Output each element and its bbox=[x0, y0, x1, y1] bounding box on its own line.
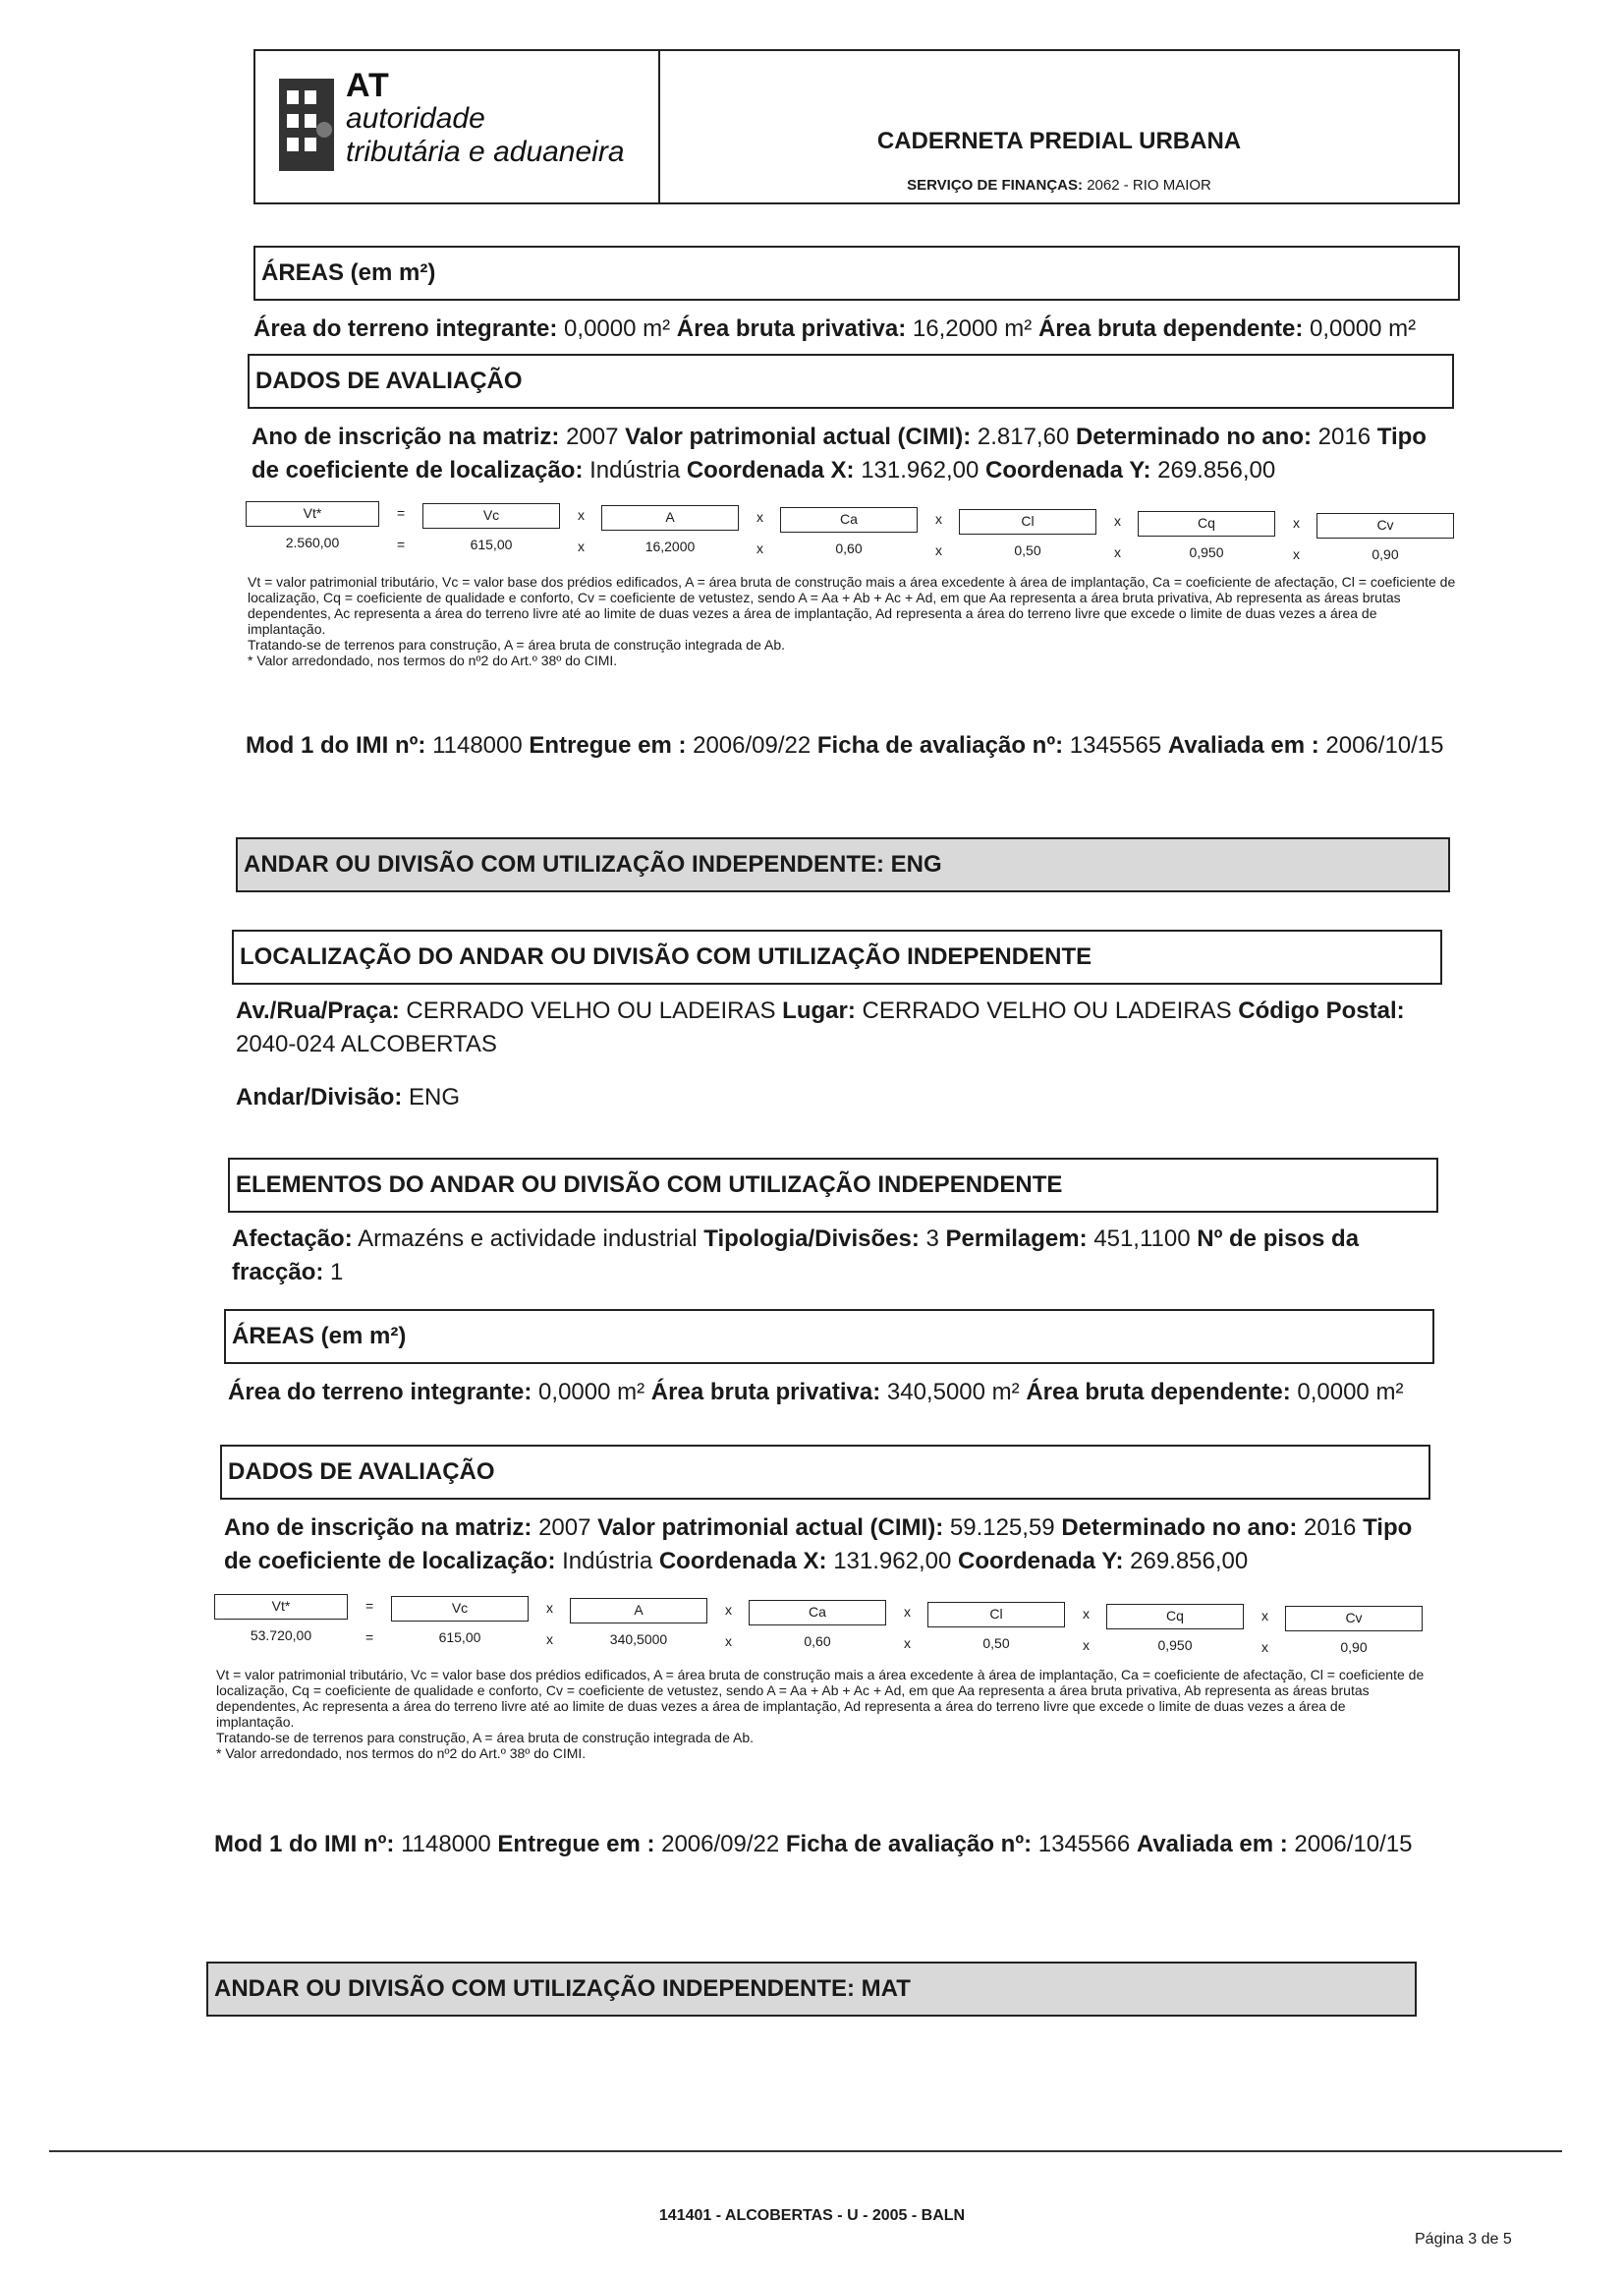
value: 131.962,00 bbox=[826, 1548, 958, 1574]
label: Entregue em : bbox=[529, 732, 687, 759]
value: 1148000 bbox=[394, 1831, 498, 1857]
label: Determinado no ano: bbox=[1075, 424, 1312, 450]
formula-value-vc: 615,00 bbox=[470, 537, 513, 552]
formula-times: x bbox=[1261, 1608, 1268, 1623]
label: Mod 1 do IMI nº: bbox=[246, 732, 426, 759]
service-value: 2062 - RIO MAIOR bbox=[1087, 177, 1211, 194]
label: Área do terreno integrante: bbox=[228, 1379, 532, 1405]
label: Área bruta dependente: bbox=[1037, 315, 1304, 342]
value: 269.856,00 bbox=[1150, 457, 1276, 484]
formula-times: x bbox=[1293, 515, 1300, 531]
value: 2006/09/22 bbox=[654, 1831, 786, 1857]
note-rounding: * Valor arredondado, nos termos do nº2 do Art.º 38º do CIMI. bbox=[248, 653, 618, 668]
value: 1 bbox=[323, 1259, 344, 1285]
formula-label-cq: Cq bbox=[1106, 1604, 1244, 1629]
valuation-section-header: DADOS DE AVALIAÇÃO bbox=[220, 1445, 1430, 1500]
value: CERRADO VELHO OU LADEIRAS bbox=[399, 997, 783, 1024]
value: 269.856,00 bbox=[1123, 1548, 1249, 1574]
formula-times: x bbox=[725, 1602, 732, 1618]
formula-label-cv: Cv bbox=[1316, 513, 1454, 539]
value: 451,1100 bbox=[1087, 1225, 1198, 1252]
formula-times: x bbox=[1114, 544, 1121, 560]
formula-times: x bbox=[1114, 513, 1121, 529]
page-number: Página 3 de 5 bbox=[1415, 2231, 1512, 2248]
label: Permilagem: bbox=[945, 1225, 1088, 1252]
logo-text-line1: autoridade bbox=[346, 102, 485, 135]
label: Avaliada em : bbox=[1167, 732, 1319, 759]
value: 0,0000 m² bbox=[532, 1379, 651, 1405]
formula-label-ca: Ca bbox=[749, 1600, 886, 1625]
label: Ano de inscrição na matriz: bbox=[224, 1514, 532, 1541]
label: Coordenada Y: bbox=[957, 1548, 1124, 1574]
mod-imi-text bbox=[246, 725, 1454, 767]
label: Área do terreno integrante: bbox=[253, 315, 558, 342]
formula-value-a: 340,5000 bbox=[609, 1631, 668, 1647]
formula-times: x bbox=[756, 541, 763, 556]
formula-times: x bbox=[546, 1631, 553, 1647]
value: ENG bbox=[402, 1084, 461, 1111]
label: Código Postal: bbox=[1238, 997, 1405, 1024]
formula-label-cv: Cv bbox=[1285, 1606, 1423, 1631]
formula-label-vt: Vt* bbox=[246, 501, 379, 527]
formula-times: x bbox=[756, 509, 763, 525]
label: Tipologia/Divisões: bbox=[703, 1225, 920, 1252]
label: Valor patrimonial actual (CIMI): bbox=[597, 1514, 944, 1541]
label: Área bruta privativa: bbox=[650, 1379, 881, 1405]
formula-value-vc: 615,00 bbox=[438, 1629, 481, 1645]
formula-times: x bbox=[904, 1604, 911, 1620]
label: Nº de pisos da fracção: bbox=[232, 1225, 1360, 1285]
formula-label-cl: Cl bbox=[927, 1602, 1065, 1627]
andar-mat-header: ANDAR OU DIVISÃO COM UTILIZAÇÃO INDEPENDENTE: MAT bbox=[206, 1962, 1417, 2017]
formula-label-cq: Cq bbox=[1138, 511, 1275, 537]
portuguese-shield-icon bbox=[275, 71, 338, 179]
valuation-text bbox=[252, 421, 1458, 487]
elements-text bbox=[232, 1223, 1438, 1289]
formula-times: x bbox=[1083, 1637, 1090, 1653]
label: Tipo de coeficiente de localização: bbox=[224, 1514, 1413, 1574]
formula-notes bbox=[248, 574, 1458, 668]
formula-label-ca: Ca bbox=[780, 507, 918, 533]
value: CERRADO VELHO OU LADEIRAS bbox=[855, 997, 1239, 1024]
value: 1148000 bbox=[425, 732, 530, 759]
formula-value-ca: 0,60 bbox=[804, 1633, 831, 1649]
document-title: CADERNETA PREDIAL URBANA bbox=[876, 128, 1242, 154]
elements-section-header: ELEMENTOS DO ANDAR OU DIVISÃO COM UTILIZAÇÃO INDEPENDENTE bbox=[228, 1158, 1438, 1213]
label: Andar/Divisão: bbox=[236, 1084, 403, 1111]
label: Lugar: bbox=[782, 997, 856, 1024]
label: Coordenada X: bbox=[658, 1548, 827, 1574]
formula-value-cl: 0,50 bbox=[982, 1635, 1010, 1651]
note-rounding: * Valor arredondado, nos termos do nº2 do Art.º 38º do CIMI. bbox=[216, 1745, 587, 1761]
formula-label-vt: Vt* bbox=[214, 1594, 348, 1620]
valuation-section-header: DADOS DE AVALIAÇÃO bbox=[248, 354, 1454, 409]
formula-value-cv: 0,90 bbox=[1340, 1639, 1368, 1655]
areas-text bbox=[253, 313, 1460, 346]
value: 59.125,59 bbox=[943, 1514, 1062, 1541]
formula-label-vc: Vc bbox=[422, 503, 560, 529]
value: 0,0000 m² bbox=[557, 315, 677, 342]
areas-section-header: ÁREAS (em m²) bbox=[253, 246, 1460, 301]
areas-section-header: ÁREAS (em m²) bbox=[224, 1309, 1434, 1364]
label: Valor patrimonial actual (CIMI): bbox=[625, 424, 972, 450]
service-office bbox=[660, 177, 1458, 194]
valuation-text bbox=[224, 1511, 1430, 1578]
logo-abbreviation: AT bbox=[346, 67, 390, 104]
value: 2040-024 ALCOBERTAS bbox=[236, 1031, 497, 1057]
formula-label-cl: Cl bbox=[959, 509, 1096, 535]
footer-divider bbox=[49, 2150, 1562, 2152]
formula-value-vt: 2.560,00 bbox=[285, 535, 340, 550]
areas-text bbox=[228, 1376, 1434, 1409]
formula-value-cl: 0,50 bbox=[1014, 542, 1041, 558]
value: 2016 bbox=[1297, 1514, 1364, 1541]
formula-label-vc: Vc bbox=[391, 1596, 529, 1622]
formula-value-cv: 0,90 bbox=[1372, 546, 1399, 562]
label: Área bruta dependente: bbox=[1026, 1379, 1291, 1405]
label: Ano de inscrição na matriz: bbox=[252, 424, 560, 450]
formula-times: x bbox=[904, 1635, 911, 1651]
label: Avaliada em : bbox=[1136, 1831, 1288, 1857]
label: Afectação: bbox=[232, 1225, 353, 1252]
formula-equals: = bbox=[365, 1598, 374, 1614]
service-label: SERVIÇO DE FINANÇAS: bbox=[907, 177, 1084, 194]
label: Av./Rua/Praça: bbox=[236, 997, 400, 1024]
formula-value-cq: 0,950 bbox=[1157, 1637, 1193, 1653]
formula-label-a: A bbox=[601, 505, 739, 531]
logo-text-line2: tributária e aduaneira bbox=[346, 136, 625, 168]
note-terrenos: Tratando-se de terrenos para construção, A = área bruta de construção integrada de Ab. bbox=[248, 637, 785, 653]
value: 16,2000 m² bbox=[906, 315, 1038, 342]
formula-times: x bbox=[1293, 546, 1300, 562]
value: 3 bbox=[919, 1225, 946, 1252]
label: Tipo de coeficiente de localização: bbox=[252, 424, 1427, 484]
value: 2006/09/22 bbox=[686, 732, 817, 759]
formula-times: x bbox=[578, 539, 585, 554]
value: 2007 bbox=[532, 1514, 598, 1541]
label: Ficha de avaliação nº: bbox=[785, 1831, 1033, 1857]
mod-imi-text bbox=[214, 1824, 1427, 1865]
formula-times: x bbox=[935, 511, 942, 527]
note-terrenos: Tratando-se de terrenos para construção, A = área bruta de construção integrada de Ab. bbox=[216, 1730, 754, 1745]
formula-equals: = bbox=[397, 505, 406, 521]
formula-value-cq: 0,950 bbox=[1189, 544, 1224, 560]
formula-value-vt: 53.720,00 bbox=[250, 1627, 312, 1643]
label: Coordenada X: bbox=[686, 457, 855, 484]
formula-equals: = bbox=[365, 1629, 374, 1645]
label: Entregue em : bbox=[497, 1831, 655, 1857]
value: 2007 bbox=[559, 424, 626, 450]
formula-times: x bbox=[1261, 1639, 1268, 1655]
note-definitions: Vt = valor patrimonial tributário, Vc = valor base dos prédios edificados, A = área bruta de construção mais a área excedente à área de implantação, Ca = coeficiente de afectação, Cl = coeficiente de localização, Cq = coeficiente de qualidade e conforto, Cv = coeficiente de vetustez, sendo A = Aa + Ab + Ac + Ad, em que Aa representa a área bruta privativa, Ab representa as áreas brutas dependentes, Ac representa a área do terreno livre até ao limite de duas vezes a área de implantação, Ad representa a área do terreno livre que excede o limite de duas vezes a área de implantação. bbox=[216, 1667, 1425, 1730]
value: Indústria bbox=[555, 1548, 659, 1574]
note-definitions: Vt = valor patrimonial tributário, Vc = valor base dos prédios edificados, A = área bruta de construção mais a área excedente à área de implantação, Ca = coeficiente de afectação, Cl = coeficiente de localização, Cq = coeficiente de qualidade e conforto, Cv = coeficiente de vetustez, sendo A = Aa + Ab + Ac + Ad, em que Aa representa a área bruta privativa, Ab representa as áreas brutas dependentes, Ac representa a área do terreno livre até ao limite de duas vezes a área de implantação, Ad representa a área do terreno livre que excede o limite de duas vezes a área de implantação. bbox=[248, 574, 1456, 637]
label: Ficha de avaliação nº: bbox=[816, 732, 1064, 759]
formula-label-a: A bbox=[570, 1598, 707, 1623]
location-section-header: LOCALIZAÇÃO DO ANDAR OU DIVISÃO COM UTILIZAÇÃO INDEPENDENTE bbox=[232, 930, 1442, 985]
value: Armazéns e actividade industrial bbox=[352, 1225, 704, 1252]
formula-times: x bbox=[578, 507, 585, 523]
value: 0,0000 m² bbox=[1290, 1379, 1404, 1405]
value: 2.817,60 bbox=[971, 424, 1076, 450]
value: Indústria bbox=[583, 457, 687, 484]
label: Coordenada Y: bbox=[984, 457, 1151, 484]
formula-times: x bbox=[725, 1633, 732, 1649]
value: 2006/10/15 bbox=[1318, 732, 1444, 759]
value: 131.962,00 bbox=[854, 457, 985, 484]
value: 1345566 bbox=[1032, 1831, 1137, 1857]
value: 2006/10/15 bbox=[1287, 1831, 1413, 1857]
footer-code: 141401 - ALCOBERTAS - U - 2005 - BALN bbox=[658, 2207, 966, 2224]
location-text bbox=[236, 995, 1442, 1061]
formula-value-a: 16,2000 bbox=[644, 539, 696, 554]
label: Mod 1 do IMI nº: bbox=[214, 1831, 395, 1857]
floor-division-text bbox=[236, 1081, 1442, 1114]
formula-times: x bbox=[1083, 1606, 1090, 1622]
value: 2016 bbox=[1311, 424, 1377, 450]
formula-times: x bbox=[935, 542, 942, 558]
value: 1345565 bbox=[1063, 732, 1168, 759]
value: 0,0000 m² bbox=[1303, 315, 1417, 342]
andar-eng-header: ANDAR OU DIVISÃO COM UTILIZAÇÃO INDEPENDENTE: ENG bbox=[236, 837, 1450, 892]
formula-equals: = bbox=[397, 537, 406, 552]
label: Determinado no ano: bbox=[1061, 1514, 1298, 1541]
formula-times: x bbox=[546, 1600, 553, 1616]
label: Área bruta privativa: bbox=[676, 315, 907, 342]
formula-value-ca: 0,60 bbox=[835, 541, 863, 556]
document-header bbox=[253, 49, 1460, 204]
value: 340,5000 m² bbox=[880, 1379, 1027, 1405]
formula-notes bbox=[216, 1667, 1427, 1761]
at-logo bbox=[255, 51, 660, 202]
